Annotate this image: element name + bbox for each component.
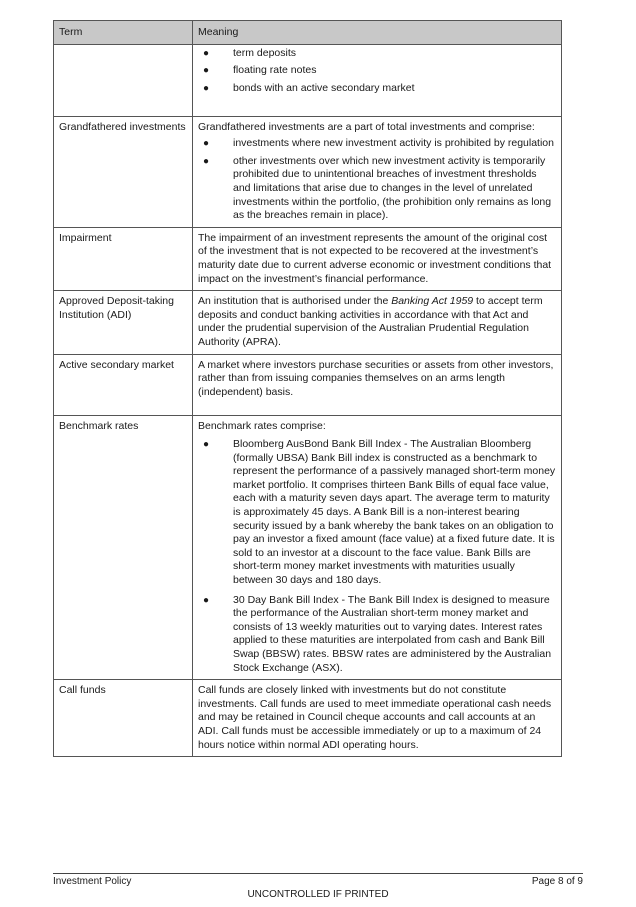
list-item [198, 438, 556, 588]
row-term: Call funds [54, 680, 193, 757]
row-meaning [193, 415, 562, 680]
bullet-icon: ● [203, 47, 210, 59]
bullet-icon: ● [203, 138, 210, 150]
bullet-icon: ● [203, 439, 210, 451]
row-meaning [193, 291, 562, 354]
table-row [54, 227, 562, 290]
list-item-text: term deposits [233, 46, 297, 59]
act-name: Banking Act 1959 [391, 295, 474, 308]
table-row [54, 354, 562, 415]
list-item [198, 64, 556, 78]
row-term: Active secondary market [54, 354, 193, 415]
row-term: Impairment [54, 227, 193, 290]
table-row [54, 116, 562, 227]
table-row [54, 680, 562, 757]
list-item [198, 47, 556, 61]
footer-notice: UNCONTROLLED IF PRINTED [247, 889, 389, 900]
row-term: Grandfathered investments [54, 116, 193, 227]
footer-document-title: Investment Policy [53, 876, 132, 887]
table-row [54, 44, 562, 116]
list-item-text: floating rate notes [233, 64, 317, 77]
row-meaning: A market where investors purchase securities or assets from other investors, rather than from issuing companies themselves on an arms length (independent) basis. [193, 354, 562, 415]
bullet-icon: ● [203, 594, 210, 606]
footer-divider [53, 873, 583, 874]
list-item-text: other investments over which new investment activity is temporarily prohibited due to unintentional breaches of investment thresholds and limitations that arise due to changes in the level of unrelated investments within the portfolio, (the prohibition only remains as long as the breaches remain in place). [233, 154, 552, 222]
row-meaning [193, 116, 562, 227]
row-meaning [193, 44, 562, 116]
list-item [198, 594, 556, 676]
list-item [198, 155, 556, 223]
meaning-text: An institution that is authorised under the [198, 295, 392, 308]
bullet-icon: ● [203, 155, 210, 167]
bullet-list [198, 137, 556, 223]
list-item [198, 82, 556, 96]
header-meaning: Meaning [193, 21, 562, 45]
table-row [54, 415, 562, 680]
row-term: Benchmark rates [54, 415, 193, 680]
list-item [198, 137, 556, 151]
row-intro: Grandfathered investments are a part of total investments and comprise: [198, 120, 535, 133]
list-item-text: investments where new investment activity is prohibited by regulation [233, 137, 554, 150]
header-term: Term [54, 21, 193, 45]
row-meaning: The impairment of an investment represents the amount of the original cost of the investment that is not expected to be recovered at the investment’s maturity date due to current adverse economic or investment conditions that impact on the investment’s financial performance. [193, 227, 562, 290]
bullet-list [198, 438, 556, 675]
list-item-text: 30 Day Bank Bill Index - The Bank Bill Index is designed to measure the performance of the Australian short-term money market and consists of 13 weekly maturities out to varying dates. Interest rates applied to these maturities are interpolated from cash and Bank Bill Swap (BBSW) rates. BBSW rates are administered by the Australian Stock Exchange (ASX). [233, 593, 552, 674]
row-meaning: Call funds are closely linked with investments but do not constitute investments. Call funds are used to meet immediate operational cash needs and may be retained in Council cheque accounts and call accounts at an ADI. Call funds must be accessible immediately or up to a maximum of 24 hours notice within normal ADI operating hours. [193, 680, 562, 757]
row-term [54, 44, 193, 116]
list-item-text: bonds with an active secondary market [233, 81, 415, 94]
bullet-icon: ● [203, 82, 210, 94]
footer-page-number: Page 8 of 9 [531, 876, 583, 887]
list-item-text: Bloomberg AusBond Bank Bill Index - The Australian Bloomberg (formally UBSA) Bank Bill index is constructed as a benchmark to represent the performance of a passively managed short-term money market portfolio. It comprises thirteen Bank Bills of equal face value, each with a maturity seven days apart. The average term to maturity is approximately 45 days. A Bank Bill is a non-interest bearing security issued by a bank whereby the bank takes on an obligation to pay an investor a fixed amount (face value) at a fixed future date. It is sold to an investor at a discount to the face value. Bank Bills are short-term money market investments with maturities usually between 30 days and 180 days. [233, 438, 556, 587]
table-row [54, 291, 562, 354]
table-header-row [54, 21, 562, 45]
row-term: Approved Deposit-taking Institution (ADI) [54, 291, 193, 354]
bullet-list [198, 47, 556, 96]
meaning-text: to accept term deposits and conduct banking activities in accordance with that Act and under the prudential supervision of the Australian Prudential Regulation Authority (APRA). [198, 295, 543, 348]
bullet-icon: ● [203, 65, 210, 77]
row-intro: Benchmark rates comprise: [198, 419, 326, 432]
definitions-table [53, 20, 562, 757]
